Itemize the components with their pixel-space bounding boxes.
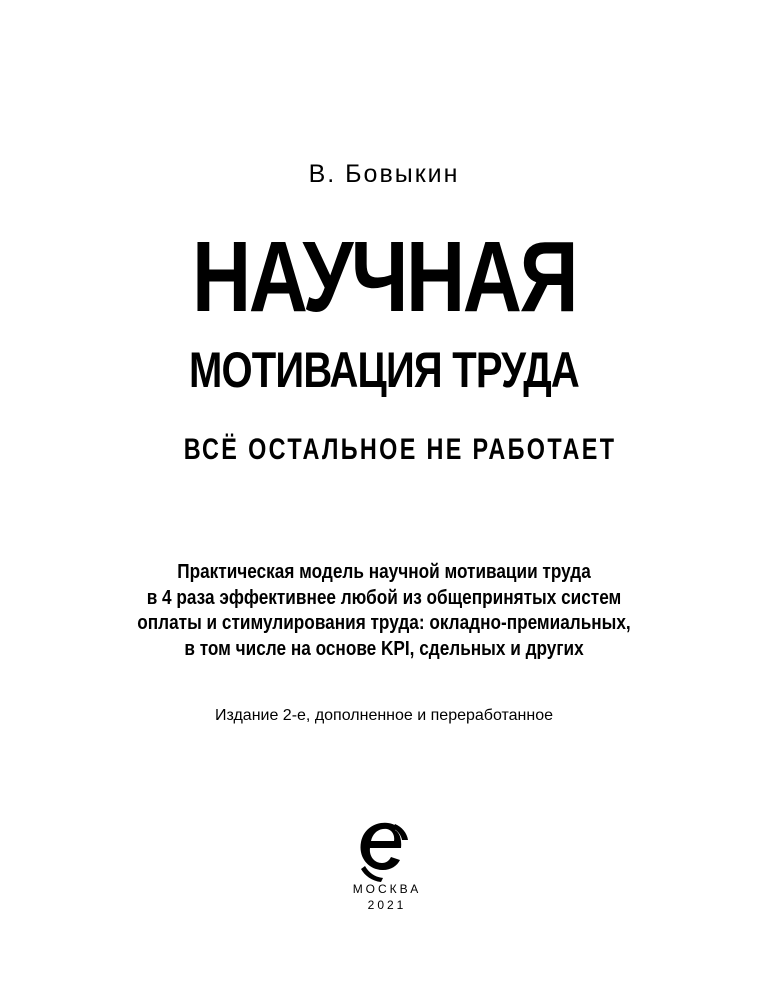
author-name: В. Бовыкин — [308, 160, 460, 188]
edition-note: Издание 2-е, дополненное и переработанное — [214, 707, 554, 724]
book-subtitle: МОТИВАЦИЯ ТРУДА — [188, 342, 580, 398]
description-line: Практическая модель научной мотивации труда — [177, 561, 591, 583]
publication-year: 2021 — [367, 898, 407, 912]
description — [54, 560, 714, 662]
publisher-city: МОСКВА — [352, 882, 422, 896]
description-line: в том числе на основе KPI, сдельных и других — [184, 637, 584, 660]
eksmo-logo-icon — [355, 820, 411, 882]
tagline: ВСЁ ОСТАЛЬНОЕ НЕ РАБОТАЕТ — [183, 433, 617, 466]
description-line: в 4 раза эффективнее любой из общепринятых систем — [146, 586, 622, 609]
book-title: НАУЧНАЯ — [191, 221, 577, 333]
description-line: оплаты и стимулирования труда: окладно-премиальных, — [137, 612, 631, 634]
